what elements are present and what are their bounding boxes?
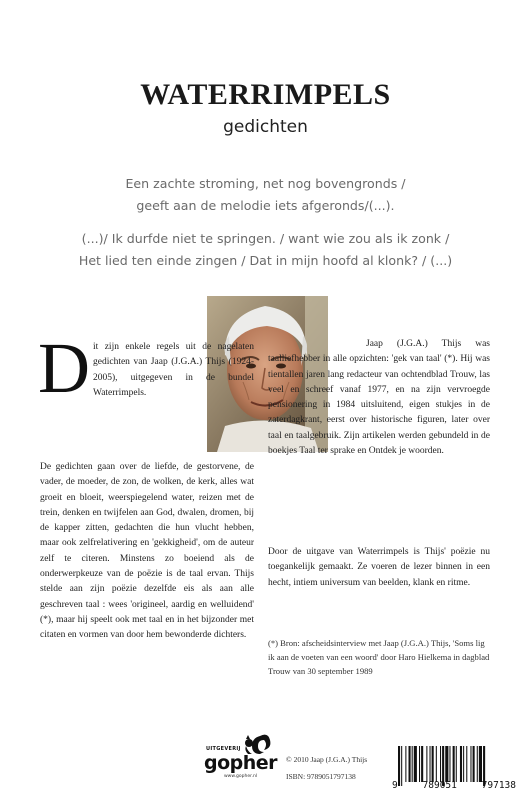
quote-line: Een zachte stroming, net nog bovengronds / — [125, 176, 406, 191]
source-note: (*) Bron: afscheidsinterview met Jaap (J.G.A.) Thijs, 'Soms lig ik aan de voeten van een woord' door Haro Hielkema in dagblad Trouw van 30 september 1989 — [268, 638, 490, 676]
barcode-bar — [449, 746, 450, 782]
barcode-bar — [405, 746, 406, 782]
intro-paragraph — [38, 328, 254, 408]
barcode-bar — [470, 746, 471, 782]
quote-stanza-1 — [40, 173, 491, 217]
barcode-digit-group: 9 — [392, 780, 398, 791]
barcode-bar — [473, 746, 475, 782]
intro-text: it zijn enkele regels uit de nagelaten gedichten van Jaap (J.G.A.) Thijs (1924-2005), uitgegeven in de bundel Waterrimpels. — [93, 342, 254, 398]
barcode-bar — [479, 746, 482, 782]
barcode-bar — [409, 746, 411, 782]
barcode-bar — [432, 746, 434, 782]
barcode-digits — [392, 780, 516, 791]
barcode-bar — [426, 746, 427, 782]
right-column-paragraph-2: Door de uitgave van Waterrimpels is Thijs' poëzie nu toegankelijk gemaakt. Ze voeren de lezer binnen in een hecht, intiem universum van beelden, klank en ritme. — [268, 547, 490, 588]
barcode-bar — [440, 746, 441, 782]
barcode-digit-group: 789051 — [422, 780, 457, 791]
barcode-bar — [412, 746, 413, 782]
quote-line: geeft aan de melodie iets afgeronds/(...). — [136, 198, 395, 213]
quote-line: (...)/ Ik durfde niet te springen. / want wie zou als ik zonk / — [81, 231, 450, 246]
barcode-bar — [463, 746, 464, 782]
isbn-text: ISBN: 9789051797138 — [286, 772, 356, 781]
barcode-bar — [466, 746, 467, 782]
barcode-bar — [477, 746, 478, 782]
quote-line: Het lied ten einde zingen / Dat in mijn hoofd al klonk? / (...) — [78, 253, 453, 268]
quote-stanza-2 — [40, 228, 491, 272]
page-title: WATERRIMPELS — [140, 78, 391, 111]
barcode-bar — [456, 746, 457, 782]
right-column-paragraph-1: Jaap (J.G.A.) Thijs was taalliefhebber in alle opzichten: 'gek van taal' (*). Hij was tientallen jaren lang redacteur van ochtendblad Trouw, las veel en schreef vanaf 1977, en na zijn vervroegde pensionering in 1984 uitsluitend, eigen stukjes in de zaterdagkrant, eerst over historische figuren, later over taal en taalgebruik. Zijn artikelen werden gebundeld in de boekjes Taal ter sprake en Ontdek je woorden. — [268, 339, 490, 457]
page-subtitle: gedichten — [223, 117, 308, 137]
barcode-bar — [460, 746, 462, 782]
publisher-label: UITGEVERIJ — [206, 746, 241, 752]
barcode-bar — [436, 746, 437, 782]
barcode-bar — [414, 746, 417, 782]
publisher-logo — [204, 730, 278, 785]
barcode-bar — [453, 746, 455, 782]
barcode-bar — [421, 746, 423, 782]
barcode-bar — [419, 746, 420, 782]
publisher-url: www.gopher.nl — [224, 774, 258, 779]
publisher-name: gopher — [204, 752, 278, 774]
copyright-text: © 2010 Jaap (J.G.A.) Thijs — [286, 755, 368, 764]
barcode-bar — [445, 746, 448, 782]
drop-cap: D — [38, 328, 90, 408]
left-column-paragraph: De gedichten gaan over de liefde, de gestorvene, de vader, de moeder, de zon, de wolken, de kerk, alles wat groeit en bloeit, weerspiegelend water, reizen met de trein, denken en twijfelen aan God, dwalen, dromen, bij de kapper zitten, gedachten die hun vlucht hebben, maar ook zelfrelativering en 'gekkigheid', om de auteur zelf te citeren. Minstens zo boeiend als de onderwerpkeuze van de poëzie is de taal ervan. Thijs stelde aan zijn poëzie dezelfde eis als aan alle geschreven taal : wees 'origineel, aardig en welluidend' (*), maar hij speelt ook met taal en in het bijzonder met citaten en vormen van door hem bewonderde dichters. — [40, 462, 254, 641]
barcode-digit-group: 797138 — [481, 780, 516, 791]
barcode-bar — [430, 746, 431, 782]
